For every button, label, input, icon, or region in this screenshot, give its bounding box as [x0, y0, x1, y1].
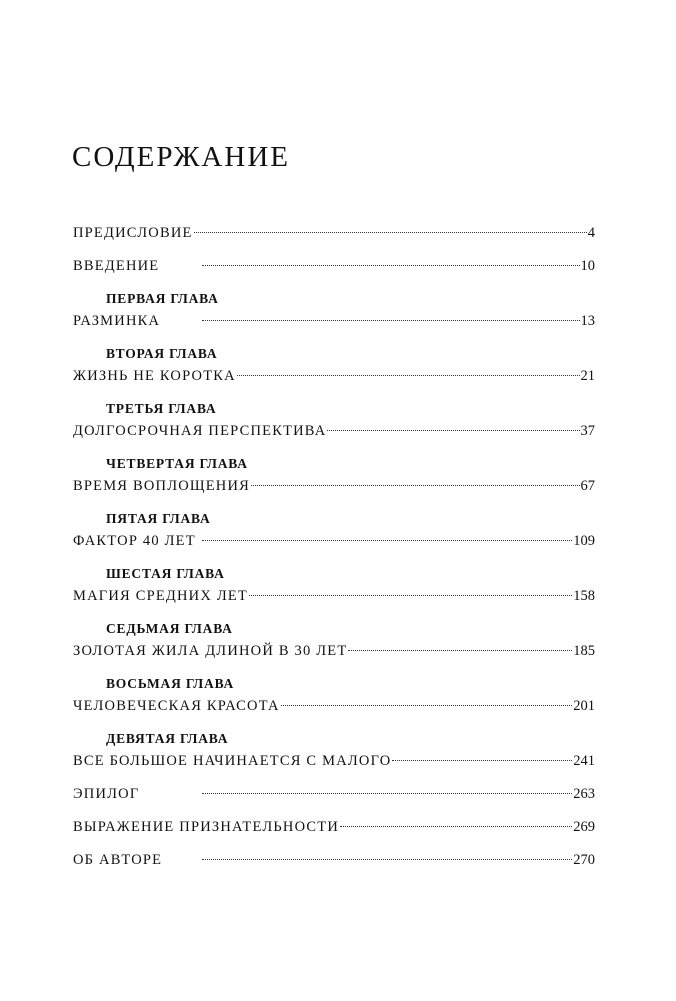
toc-page-number: 67 [580, 478, 595, 494]
toc-entry-title: ЗОЛОТАЯ ЖИЛА ДЛИНОЙ В 30 ЛЕТ [73, 643, 348, 659]
dot-leader [202, 793, 572, 794]
toc-entry-title: ВВЕДЕНИЕ [73, 258, 160, 274]
chapter-heading: ВТОРАЯ ГЛАВА [106, 346, 218, 361]
toc-entry-about-author[interactable] [73, 849, 595, 872]
toc-entry-title: ПРЕДИСЛОВИЕ [73, 225, 193, 241]
toc-entry-title: ВСЕ БОЛЬШОЕ НАЧИНАЕТСЯ С МАЛОГО [73, 753, 392, 769]
toc-page-number: 263 [573, 786, 595, 802]
toc-entry-title: ОБ АВТОРЕ [73, 852, 163, 868]
chapter-heading: ПЕРВАЯ ГЛАВА [106, 291, 219, 306]
toc-entry-title: ВРЕМЯ ВОПЛОЩЕНИЯ [73, 478, 251, 494]
toc-entry-title: ФАКТОР 40 ЛЕТ [73, 533, 196, 549]
toc-page-number: 270 [573, 852, 595, 868]
toc-page-number: 158 [573, 588, 595, 604]
toc-entry-chapter-9[interactable] [73, 750, 595, 773]
toc-page-number: 269 [573, 819, 595, 835]
toc-entry-title: ЖИЗНЬ НЕ КОРОТКА [73, 368, 236, 384]
toc-entry-chapter-7[interactable] [73, 640, 595, 663]
toc-entry-acknowledgements[interactable] [73, 816, 595, 839]
toc-entry-epilogue[interactable] [73, 783, 595, 806]
toc-page-number: 21 [580, 368, 595, 384]
toc-entry-chapter-2[interactable] [73, 365, 595, 388]
toc-entry-chapter-3[interactable] [73, 420, 595, 443]
dot-leader [251, 485, 579, 486]
chapter-heading: ПЯТАЯ ГЛАВА [106, 511, 211, 526]
toc-page-number: 10 [580, 258, 595, 274]
toc-page-number: 201 [573, 698, 595, 714]
dot-leader [327, 430, 579, 431]
toc-entry-chapter-4[interactable] [73, 475, 595, 498]
toc-page-number: 37 [580, 423, 595, 439]
dot-leader [194, 232, 587, 233]
toc-entry-title: ЭПИЛОГ [73, 786, 140, 802]
toc-entry-chapter-6[interactable] [73, 585, 595, 608]
dot-leader [281, 705, 573, 706]
chapter-heading: ШЕСТАЯ ГЛАВА [106, 566, 225, 581]
toc-entry-title: ДОЛГОСРОЧНАЯ ПЕРСПЕКТИВА [73, 423, 327, 439]
chapter-heading: ДЕВЯТАЯ ГЛАВА [106, 731, 229, 746]
toc-entry-chapter-8[interactable] [73, 695, 595, 718]
dot-leader [202, 540, 572, 541]
toc-entry-title: МАГИЯ СРЕДНИХ ЛЕТ [73, 588, 248, 604]
chapter-heading: ТРЕТЬЯ ГЛАВА [106, 401, 217, 416]
dot-leader [237, 375, 580, 376]
toc-page-number: 185 [573, 643, 595, 659]
dot-leader [202, 859, 572, 860]
toc-entry-chapter-5[interactable] [73, 530, 595, 553]
toc-entry-title: РАЗМИНКА [73, 313, 161, 329]
toc-entry-preface[interactable] [73, 222, 595, 245]
dot-leader [202, 265, 580, 266]
toc-page-number: 4 [587, 225, 595, 241]
dot-leader [340, 826, 572, 827]
toc-entry-introduction[interactable] [73, 255, 595, 278]
chapter-heading: СЕДЬМАЯ ГЛАВА [106, 621, 233, 636]
dot-leader [249, 595, 572, 596]
page-title: СОДЕРЖАНИЕ [72, 141, 290, 173]
chapter-heading: ВОСЬМАЯ ГЛАВА [106, 676, 235, 691]
toc-page-number: 13 [580, 313, 595, 329]
table-of-contents [73, 222, 595, 872]
dot-leader [202, 320, 580, 321]
toc-entry-chapter-1[interactable] [73, 310, 595, 333]
toc-entry-title: ЧЕЛОВЕЧЕСКАЯ КРАСОТА [73, 698, 280, 714]
toc-page-number: 109 [573, 533, 595, 549]
toc-entry-title: ВЫРАЖЕНИЕ ПРИЗНАТЕЛЬНОСТИ [73, 819, 340, 835]
toc-page-number: 241 [573, 753, 595, 769]
dot-leader [348, 650, 572, 651]
dot-leader [392, 760, 572, 761]
chapter-heading: ЧЕТВЕРТАЯ ГЛАВА [106, 456, 248, 471]
